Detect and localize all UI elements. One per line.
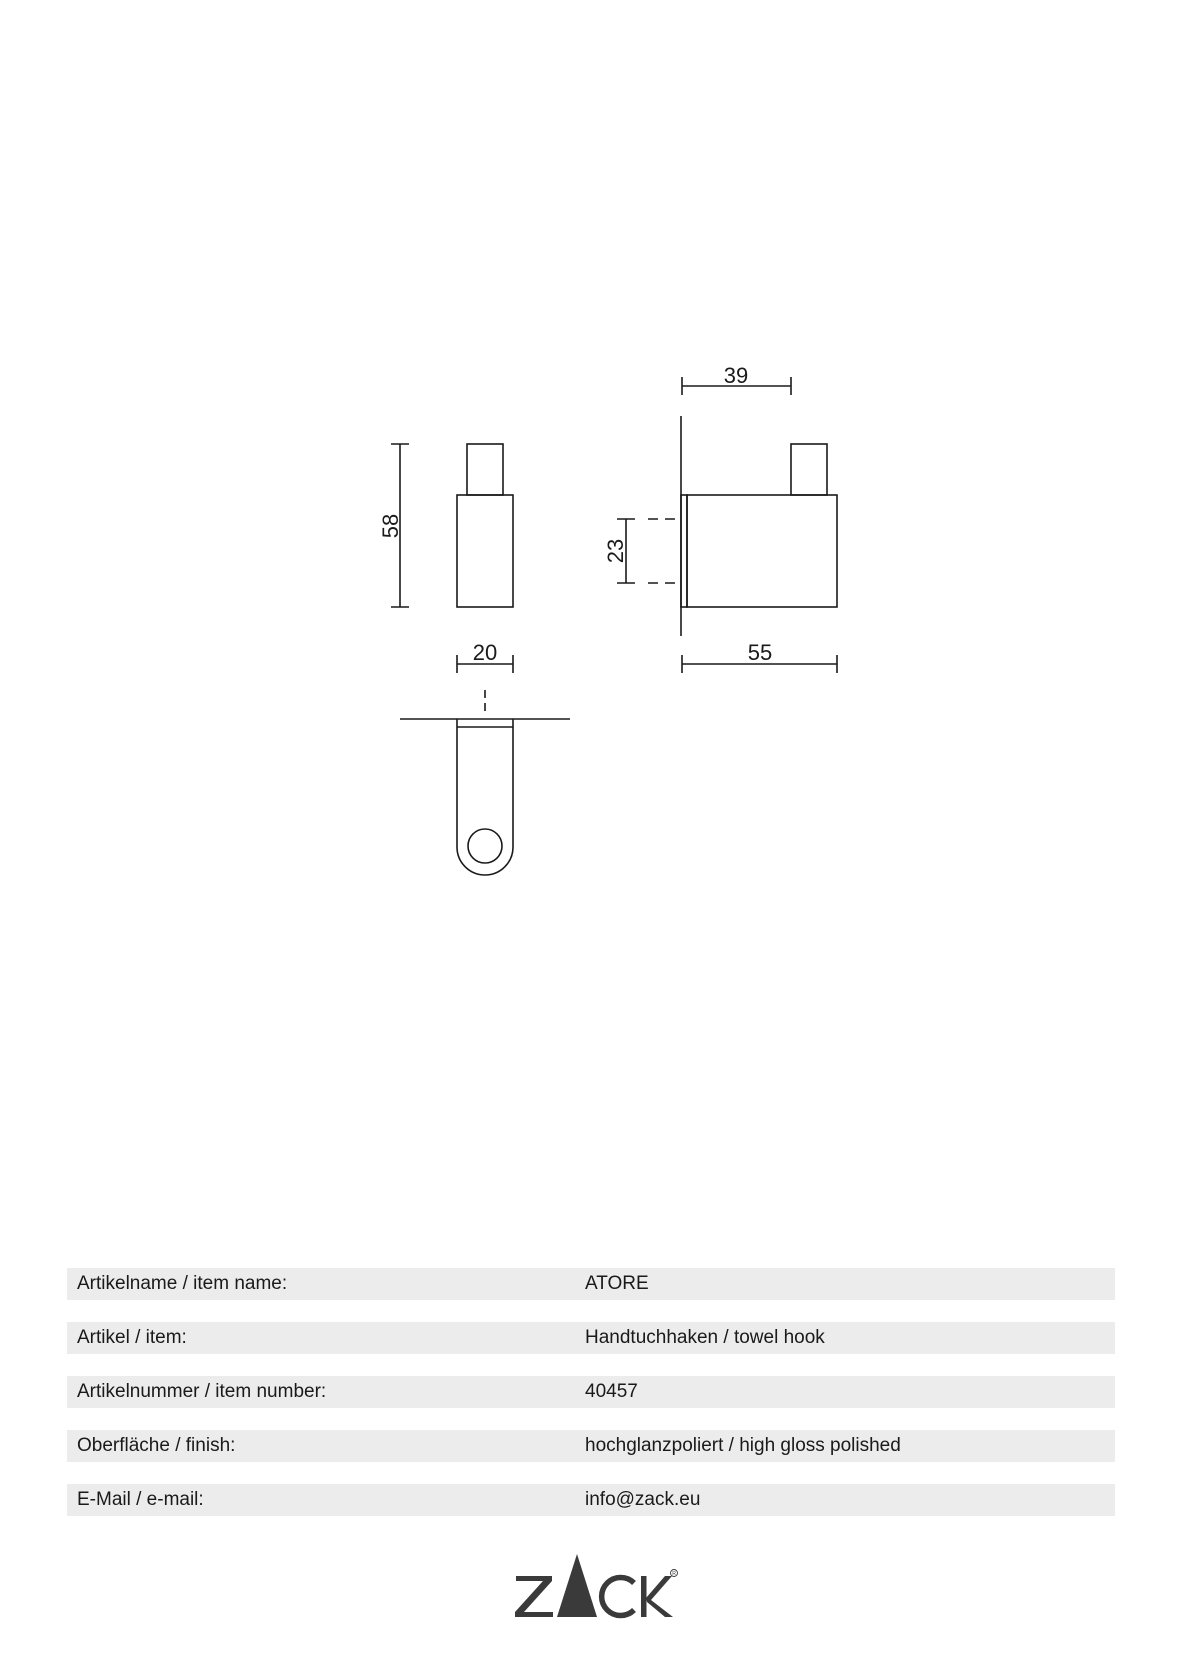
- zack-logo: [510, 1550, 680, 1620]
- spec-value: info@zack.eu: [585, 1489, 701, 1510]
- dimension-width-label: 20: [472, 640, 498, 665]
- top-view-hole: [468, 829, 502, 863]
- dimension-depth-label: 55: [747, 640, 773, 665]
- side-view-peg: [791, 444, 827, 495]
- dimension-peg-offset: [682, 363, 791, 395]
- spec-value: hochglanzpoliert / high gloss polished: [585, 1435, 901, 1456]
- spec-row-finish: [67, 1430, 1115, 1462]
- spec-label: Artikel / item:: [77, 1327, 187, 1348]
- spec-row-email: [67, 1484, 1115, 1516]
- spec-row-item-name: [67, 1268, 1115, 1300]
- front-view: [457, 444, 513, 607]
- dimension-depth: [682, 640, 837, 673]
- side-view-body: [687, 495, 837, 607]
- dimension-peg-offset-label: 39: [723, 363, 749, 388]
- front-view-peg: [467, 444, 503, 495]
- spec-row-item: [67, 1322, 1115, 1354]
- dimension-height-label: 58: [378, 513, 403, 539]
- top-view: [400, 690, 570, 875]
- front-view-body: [457, 495, 513, 607]
- side-view: [648, 416, 837, 636]
- dimension-mount-height: [603, 519, 635, 583]
- dimension-height: [378, 444, 409, 607]
- side-view-plate: [681, 495, 687, 607]
- dimension-mount-height-label: 23: [603, 538, 628, 564]
- spec-label: Artikelname / item name:: [77, 1273, 288, 1294]
- spec-row-item-number: [67, 1376, 1115, 1408]
- spec-label: E-Mail / e-mail:: [77, 1489, 204, 1510]
- spec-value: 40457: [585, 1381, 638, 1402]
- spec-label: Oberfläche / finish:: [77, 1435, 236, 1456]
- spec-label: Artikelnummer / item number:: [77, 1381, 327, 1402]
- spec-table: [67, 1268, 1115, 1538]
- svg-text:R: R: [672, 1571, 676, 1577]
- top-view-body: [457, 719, 513, 875]
- spec-value: ATORE: [585, 1273, 649, 1294]
- spec-value: Handtuchhaken / towel hook: [585, 1327, 825, 1348]
- dimension-width: [457, 640, 513, 673]
